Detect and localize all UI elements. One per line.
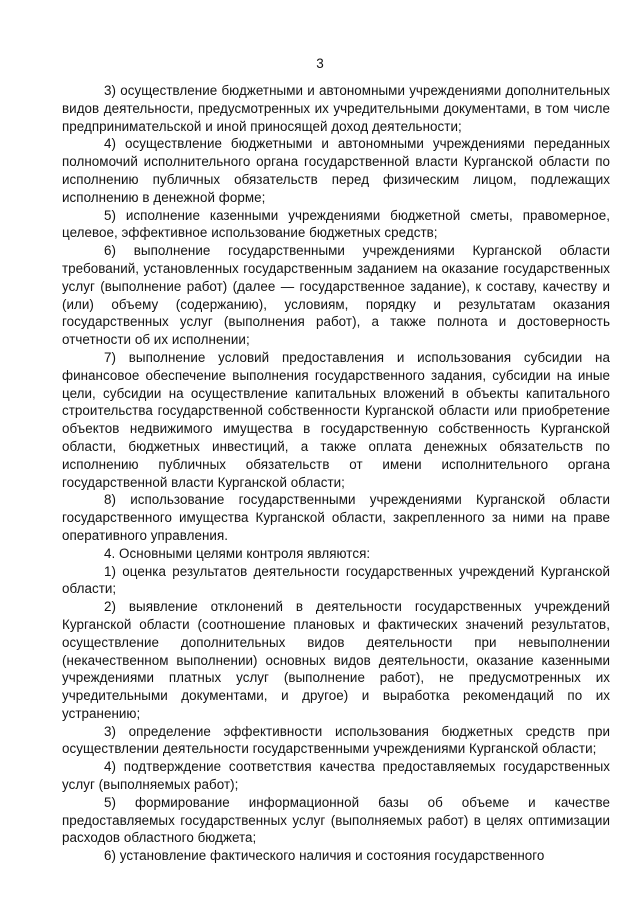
goal-item-5: 5) формирование информационной базы об объеме и качестве предоставляемых государственных услуг (выполняемых работ) в целях оптимизации расходов областного бюджета; [62,794,610,846]
paragraph-item-5: 5) исполнение казенными учреждениями бюджетной сметы, правомерное, целевое, эффективное использование бюджетных средств; [62,207,610,241]
document-body [62,82,610,865]
paragraph-item-6: 6) выполнение государственными учреждениями Курганской области требований, установленных государственным заданием на оказание государственных услуг (выполнение работ) (далее — государственное задание), к составу, качеству и (или) объему (содержанию), условиям, порядку и результатам оказания государственных услуг (выполнения работ), а также полнота и достоверность отчетности об их исполнении; [62,243,610,348]
page-number: 3 [316,56,324,71]
goal-item-3: 3) определение эффективности использования бюджетных средств при осуществлении деятельности государственными учреждениями Курганской области; [62,723,610,757]
section-heading-4: 4. Основными целями контроля являются: [104,545,371,561]
goal-item-1: 1) оценка результатов деятельности государственных учреждений Курганской области; [62,563,610,597]
paragraph-item-4: 4) осуществление бюджетными и автономными учреждениями переданных полномочий исполнительного органа государственной власти Курганской области по исполнению публичных обязательств перед физическим лицом, подлежащих исполнению в денежной форме; [62,136,610,205]
goal-item-2: 2) выявление отклонений в деятельности государственных учреждений Курганской области (соотношение плановых и фактических значений результатов, осуществление дополнительных видов деятельности при невыполнении (некачественном выполнении) основных видов деятельности, оказание казенными учреждениями платных услуг (выполнение работ), не предусмотренных их учредительными документами, и другое) и выработка рекомендаций по их устранению; [62,599,610,721]
paragraph-item-3: 3) осуществление бюджетными и автономными учреждениями дополнительных видов деятельности, предусмотренных их учредительными документами, в том числе предпринимательской и иной приносящей доход деятельности; [62,83,610,134]
goal-item-4: 4) подтверждение соответствия качества предоставляемых государственных услуг (выполняемых работ); [62,759,610,793]
goal-item-6: 6) установление фактического наличия и состояния государственного [104,848,545,864]
paragraph-item-8: 8) использование государственными учреждениями Курганской области государственного имущества Курганской области, закрепленного за ними на праве оперативного управления. [62,492,610,543]
paragraph-item-7: 7) выполнение условий предоставления и использования субсидии на финансовое обеспечение выполнения государственного задания, субсидии на иные цели, субсидии на осуществление капитальных вложений в объекты капитального строительства государственной собственности Курганской области или приобретение объектов недвижимого имущества в государственную собственность Курганской области, бюджетных инвестиций, а также оплата денежных обязательств по исполнению публичных обязательств от имени исполнительного органа государственной власти Курганской области; [62,349,610,490]
